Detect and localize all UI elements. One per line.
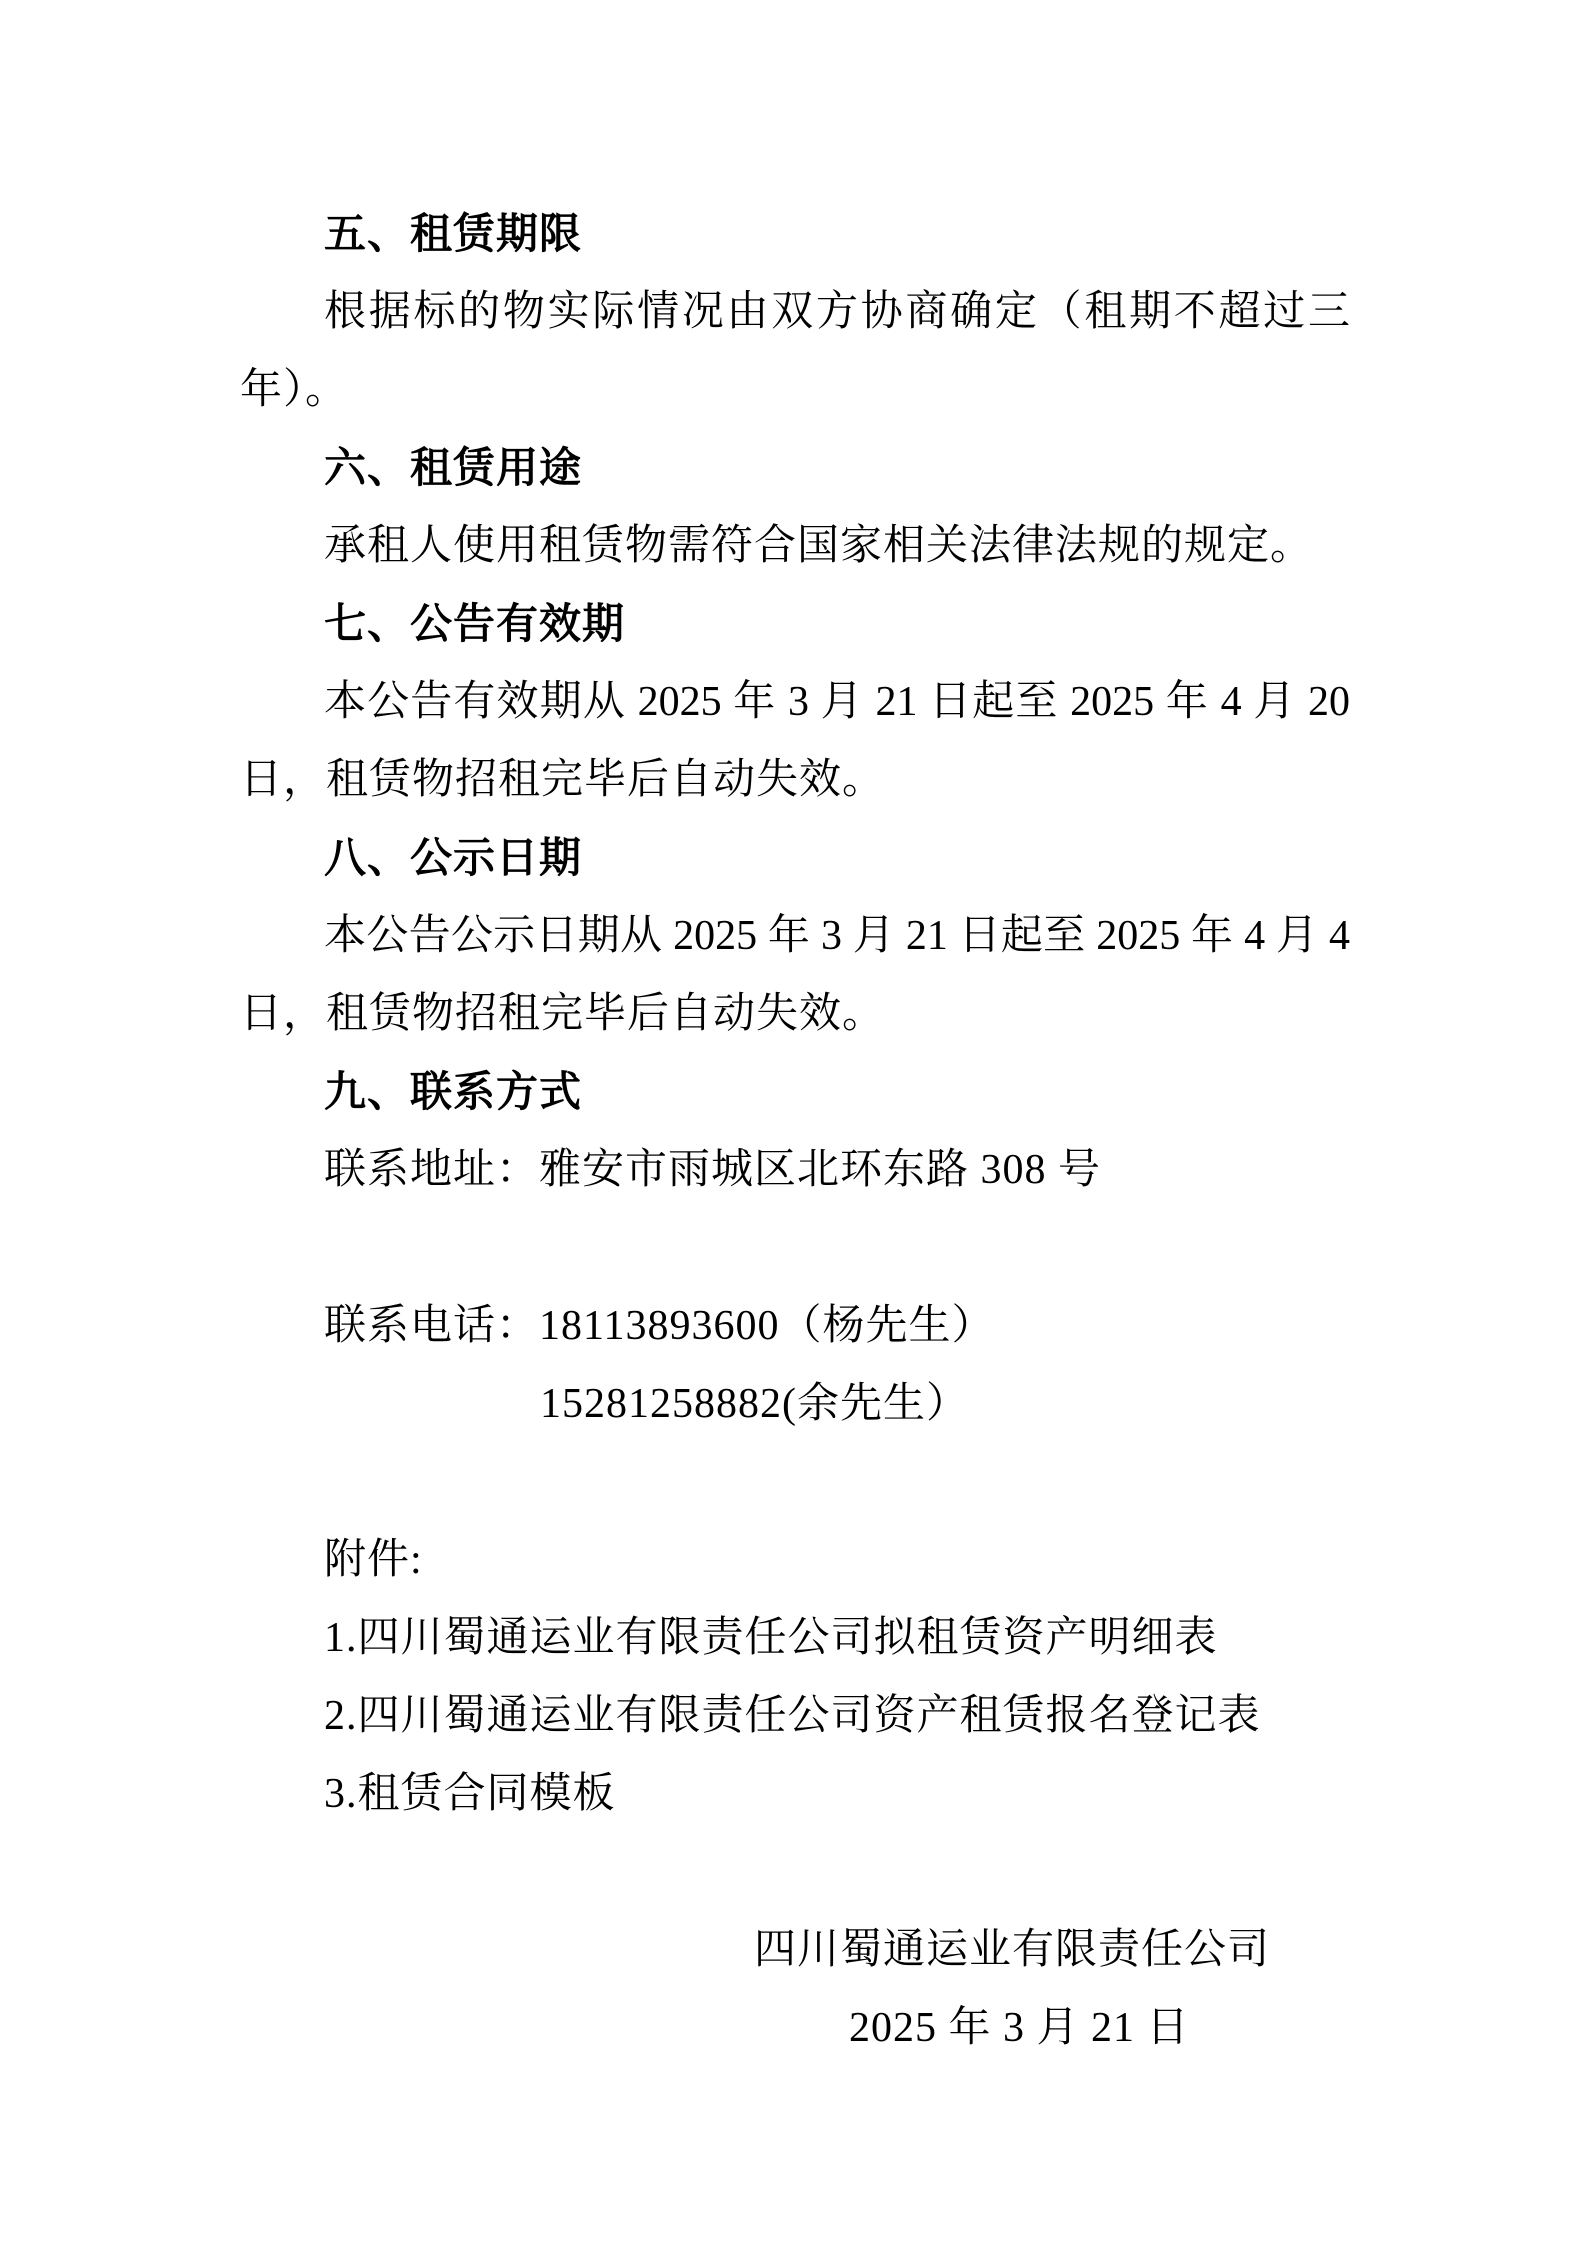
section-heading-9: 九、联系方式 [324, 1068, 583, 1115]
paragraph-line: 日，租赁物招租完毕后自动失效。 [240, 757, 886, 803]
paragraph-line: 日，租赁物招租完毕后自动失效。 [240, 991, 886, 1037]
attachment-item-2: 2.四川蜀通运业有限责任公司资产租赁报名登记表 [324, 1693, 1261, 1739]
paragraph-line: 本公告有效期从 2025 年 3 月 21 日起至 2025 年 4 月 20 [324, 679, 1350, 725]
section-heading-6: 六、租赁用途 [324, 444, 583, 491]
blank-line [240, 1443, 1350, 1521]
section-heading-5: 五、租赁期限 [324, 210, 583, 257]
blank-line [240, 1209, 1350, 1287]
paragraph-line: 根据标的物实际情况由双方协商确定（租期不超过三 [324, 289, 1350, 335]
signature-company: 四川蜀通运业有限责任公司 [754, 1927, 1271, 1973]
document-body [240, 195, 1350, 2067]
contact-phone-line-1: 联系电话：18113893600（杨先生） [324, 1303, 995, 1349]
attachment-item-1: 1.四川蜀通运业有限责任公司拟租赁资产明细表 [324, 1615, 1218, 1661]
contact-address-line: 联系地址：雅安市雨城区北环东路 308 号 [324, 1147, 1102, 1193]
signature-date: 2025 年 3 月 21 日 [849, 2005, 1190, 2051]
attachments-label: 附件: [324, 1537, 423, 1583]
contact-phone-line-2: 15281258882(余先生） [540, 1381, 969, 1427]
paragraph-line: 年）。 [240, 367, 349, 413]
section-heading-7: 七、公告有效期 [324, 600, 626, 647]
attachment-item-3: 3.租赁合同模板 [324, 1771, 616, 1817]
paragraph-line: 承租人使用租赁物需符合国家相关法律法规的规定。 [324, 523, 1314, 569]
blank-line [240, 1833, 1350, 1911]
paragraph-line: 本公告公示日期从 2025 年 3 月 21 日起至 2025 年 4 月 4 [324, 913, 1350, 959]
section-heading-8: 八、公示日期 [324, 834, 583, 881]
